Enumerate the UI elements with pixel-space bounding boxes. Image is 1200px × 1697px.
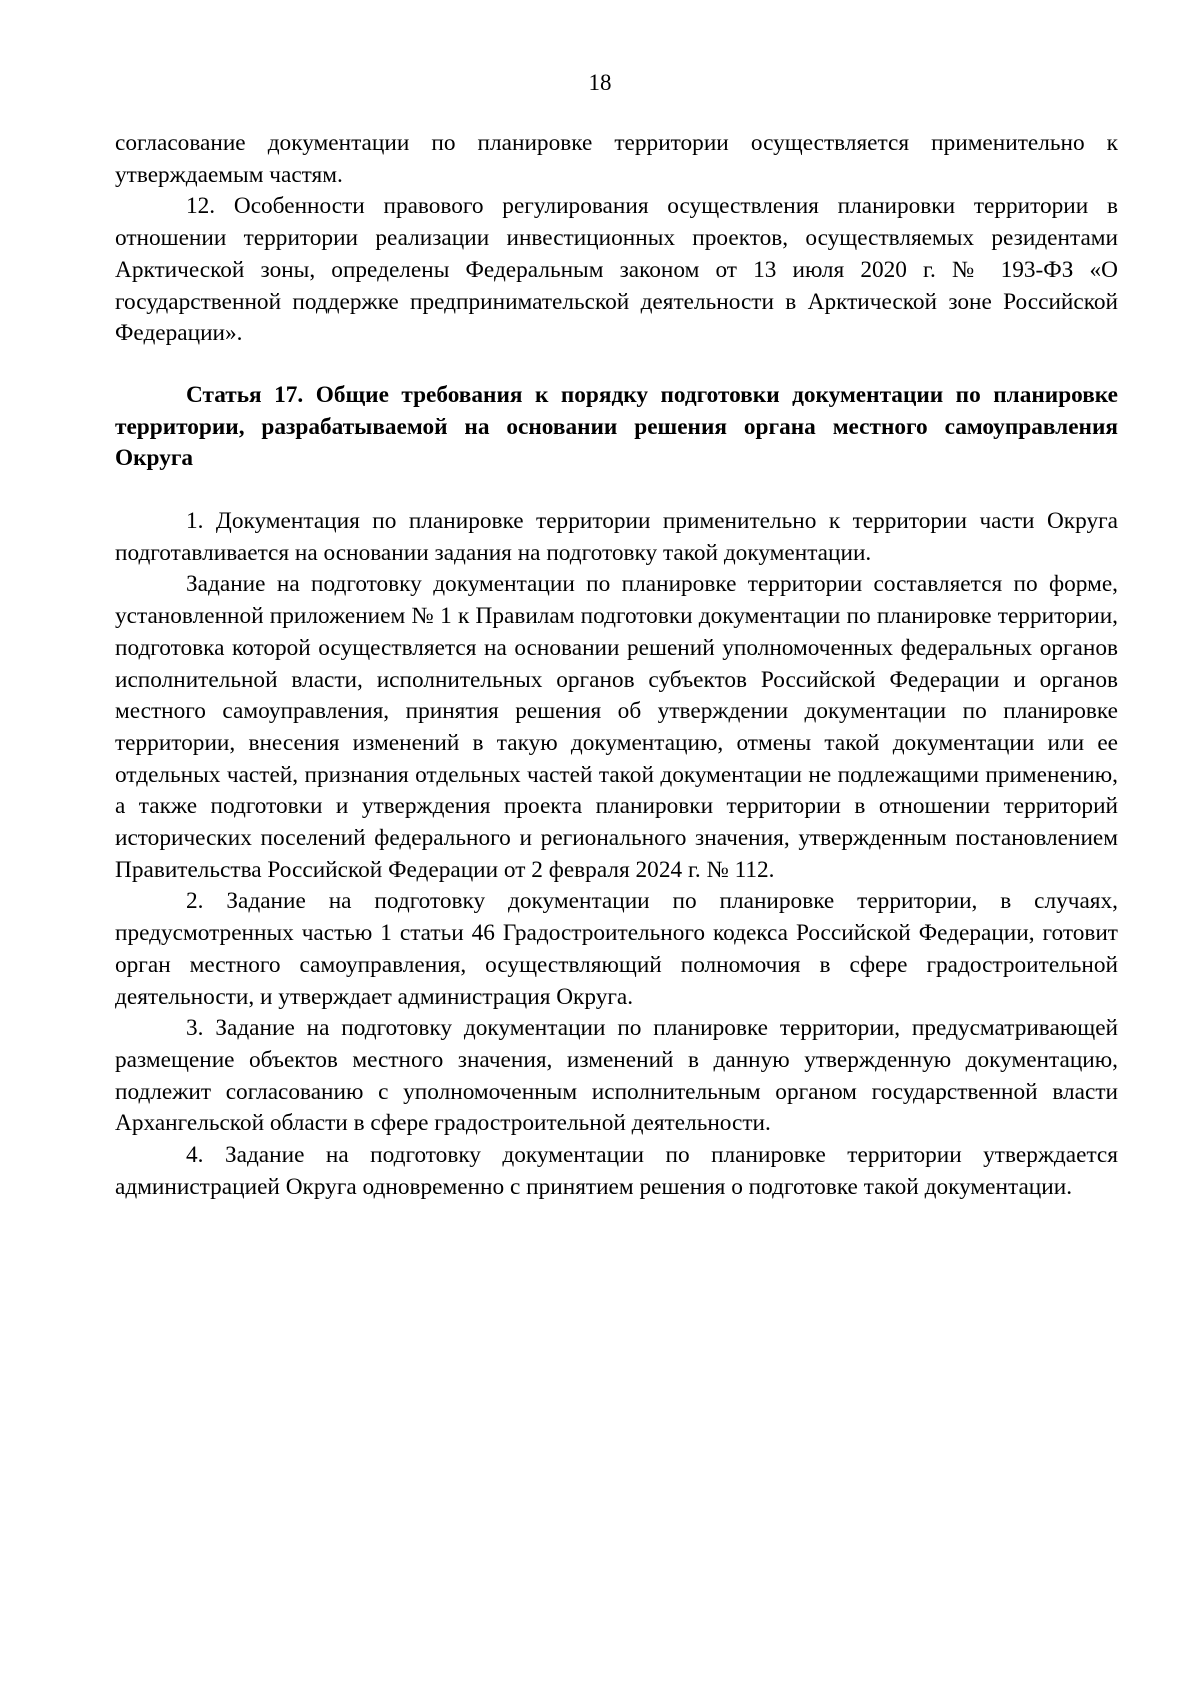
paragraph-continuation: согласование документации по планировке территории осуществляется применительно к утверждаемым частям.	[115, 130, 1118, 188]
article-heading: Статья 17. Общие требования к порядку подготовки документации по планировке территории, разрабатываемой на основании решения органа местного самоуправления Округа	[115, 381, 1118, 472]
paragraph-item-3: 3. Задание на подготовку документации по планировке территории, предусматривающей размещение объектов местного значения, изменений в данную утвержденную документацию, подлежит согласованию с уполномоченным исполнительным органом государственной власти Архангельской области в сфере градостроительной деятельности.	[115, 1015, 1118, 1137]
paragraph-task-form: Задание на подготовку документации по планировке территории составляется по форме, установленной приложением № 1 к Правилам подготовки документации по планировке территории, подготовка которой осуществляется на основании решений уполномоченных федеральных органов исполнительной власти, исполнительных органов субъектов Российской Федерации и органов местного самоуправления, принятия решения об утверждении документации по планировке территории, внесения изменений в такую документацию, отмены такой документации или ее отдельных частей, признания отдельных частей такой документации не подлежащими применению, а также подготовки и утверждения проекта планировки территории в отношении территорий исторических поселений федерального и регионального значения, утвержденным постановлением Правительства Российской Федерации от 2 февраля 2024 г. № 112.	[115, 571, 1118, 883]
paragraph-item-4: 4. Задание на подготовку документации по планировке территории утверждается администрацией Округа одновременно с принятием решения о подготовке такой документации.	[115, 1142, 1118, 1200]
paragraph-item-12: 12. Особенности правового регулирования осуществления планировки территории в отношении территории реализации инвестиционных проектов, осуществляемых резидентами Арктической зоны, определены Федеральным законом от 13 июля 2020 г. № 193-ФЗ «О государственной поддержке предпринимательской деятельности в Арктической зоне Российской Федерации».	[115, 193, 1118, 347]
document-content	[115, 128, 1118, 1204]
paragraph-item-2: 2. Задание на подготовку документации по планировке территории, в случаях, предусмотренных частью 1 статьи 46 Градостроительного кодекса Российской Федерации, готовит орган местного самоуправления, осуществляющий полномочия в сфере градостроительной деятельности, и утверждает администрация Округа.	[115, 888, 1118, 1010]
page-number: 18	[588, 70, 612, 95]
paragraph-item-1: 1. Документация по планировке территории применительно к территории части Округа подготавливается на основании задания на подготовку такой документации.	[115, 508, 1118, 566]
